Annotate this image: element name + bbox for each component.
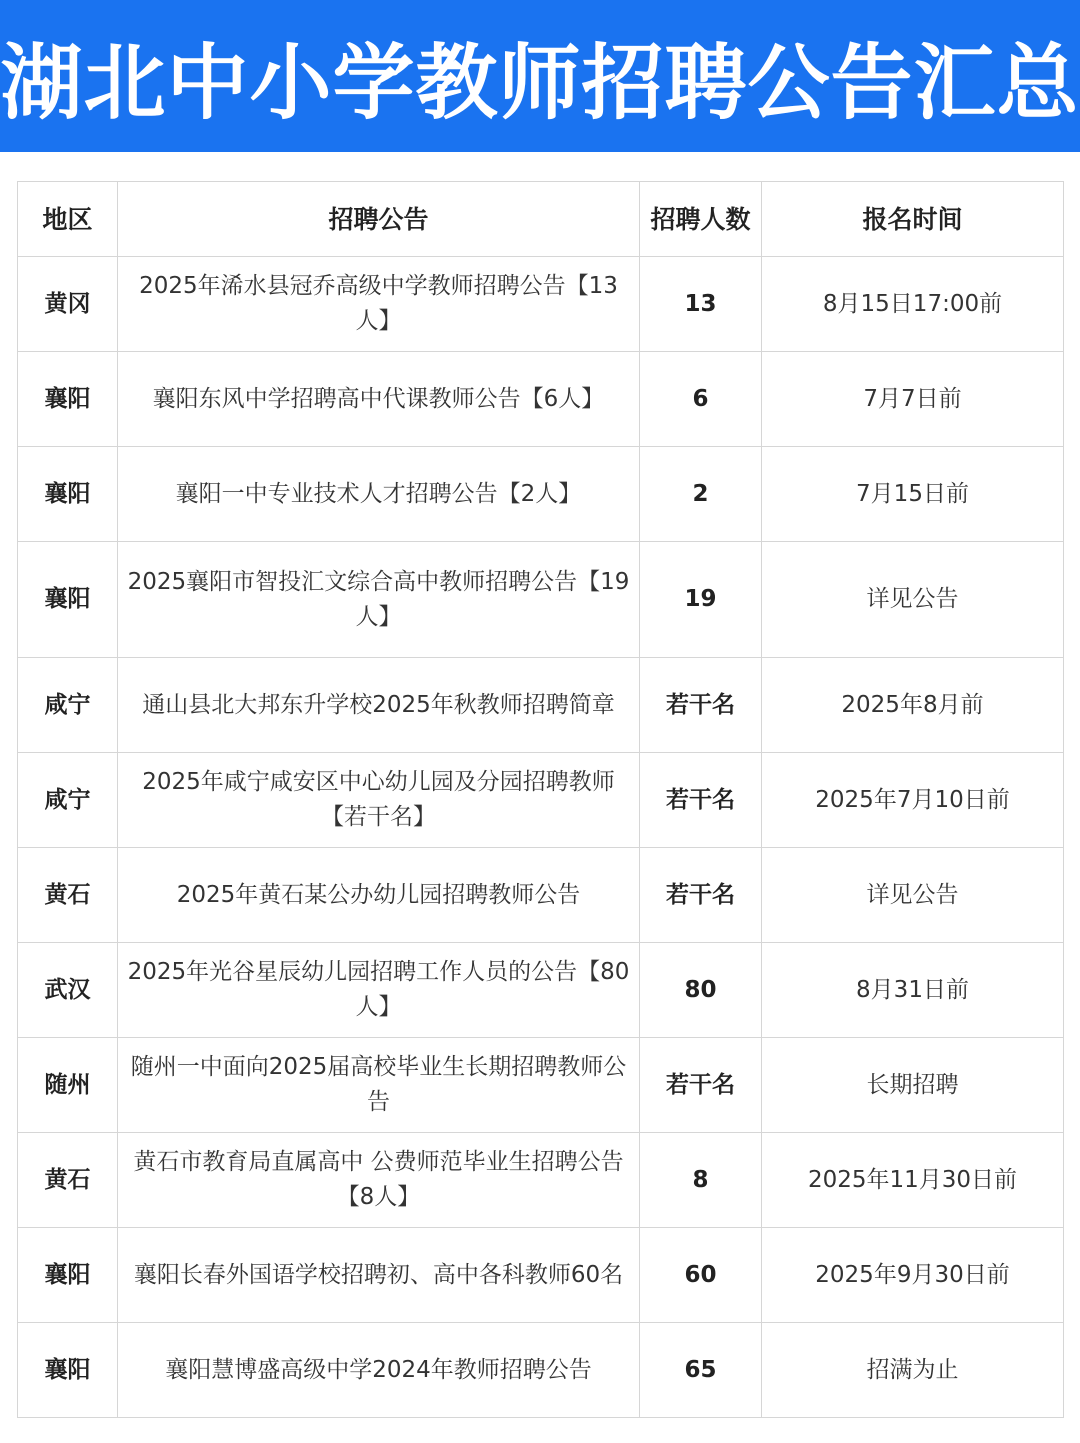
cell-notice[interactable]: 襄阳慧博盛高级中学2024年教师招聘公告: [118, 1323, 640, 1418]
header-region: 地区: [18, 182, 118, 257]
cell-notice[interactable]: 襄阳长春外国语学校招聘初、高中各科教师60名: [118, 1228, 640, 1323]
table-row: [18, 542, 1064, 658]
cell-region: 黄石: [18, 848, 118, 943]
cell-time: 长期招聘: [762, 1038, 1064, 1133]
cell-notice[interactable]: 黄石市教育局直属高中 公费师范毕业生招聘公告【8人】: [118, 1133, 640, 1228]
recruitment-table: [17, 181, 1064, 1418]
cell-notice[interactable]: 2025年黄石某公办幼儿园招聘教师公告: [118, 848, 640, 943]
table-row: [18, 1038, 1064, 1133]
table-row: [18, 257, 1064, 352]
recruitment-table-container: [17, 181, 1063, 1418]
cell-count: 2: [640, 447, 762, 542]
table-row: [18, 658, 1064, 753]
cell-count: 6: [640, 352, 762, 447]
cell-notice[interactable]: 襄阳东风中学招聘高中代课教师公告【6人】: [118, 352, 640, 447]
cell-notice[interactable]: 2025襄阳市智投汇文综合高中教师招聘公告【19人】: [118, 542, 640, 658]
table-row: [18, 1133, 1064, 1228]
cell-region: 武汉: [18, 943, 118, 1038]
cell-time: 7月15日前: [762, 447, 1064, 542]
table-row: [18, 352, 1064, 447]
cell-count: 13: [640, 257, 762, 352]
cell-time: 2025年9月30日前: [762, 1228, 1064, 1323]
cell-count: 60: [640, 1228, 762, 1323]
cell-time: 8月31日前: [762, 943, 1064, 1038]
table-header-row: [18, 182, 1064, 257]
cell-region: 襄阳: [18, 542, 118, 658]
header-count: 招聘人数: [640, 182, 762, 257]
table-row: [18, 1323, 1064, 1418]
cell-region: 襄阳: [18, 352, 118, 447]
cell-time: 2025年8月前: [762, 658, 1064, 753]
cell-notice[interactable]: 通山县北大邦东升学校2025年秋教师招聘简章: [118, 658, 640, 753]
cell-notice[interactable]: 襄阳一中专业技术人才招聘公告【2人】: [118, 447, 640, 542]
cell-count: 80: [640, 943, 762, 1038]
cell-notice[interactable]: 随州一中面向2025届高校毕业生长期招聘教师公告: [118, 1038, 640, 1133]
table-row: [18, 848, 1064, 943]
cell-count: 若干名: [640, 848, 762, 943]
cell-count: 若干名: [640, 1038, 762, 1133]
cell-region: 随州: [18, 1038, 118, 1133]
page-title: 湖北中小学教师招聘公告汇总: [0, 35, 1080, 131]
table-row: [18, 943, 1064, 1038]
table-row: [18, 1228, 1064, 1323]
cell-count: 8: [640, 1133, 762, 1228]
header-time: 报名时间: [762, 182, 1064, 257]
table-row: [18, 753, 1064, 848]
cell-time: 8月15日17:00前: [762, 257, 1064, 352]
cell-notice[interactable]: 2025年咸宁咸安区中心幼儿园及分园招聘教师【若干名】: [118, 753, 640, 848]
cell-region: 黄石: [18, 1133, 118, 1228]
cell-region: 咸宁: [18, 658, 118, 753]
cell-count: 19: [640, 542, 762, 658]
cell-count: 若干名: [640, 753, 762, 848]
cell-region: 襄阳: [18, 1323, 118, 1418]
cell-region: 襄阳: [18, 447, 118, 542]
cell-time: 2025年11月30日前: [762, 1133, 1064, 1228]
title-banner: [0, 0, 1080, 152]
cell-region: 襄阳: [18, 1228, 118, 1323]
cell-time: 详见公告: [762, 542, 1064, 658]
cell-time: 7月7日前: [762, 352, 1064, 447]
header-notice: 招聘公告: [118, 182, 640, 257]
cell-time: 2025年7月10日前: [762, 753, 1064, 848]
cell-count: 若干名: [640, 658, 762, 753]
cell-time: 详见公告: [762, 848, 1064, 943]
table-row: [18, 447, 1064, 542]
cell-count: 65: [640, 1323, 762, 1418]
cell-region: 咸宁: [18, 753, 118, 848]
cell-time: 招满为止: [762, 1323, 1064, 1418]
cell-notice[interactable]: 2025年光谷星辰幼儿园招聘工作人员的公告【80人】: [118, 943, 640, 1038]
cell-notice[interactable]: 2025年浠水县冠乔高级中学教师招聘公告【13人】: [118, 257, 640, 352]
cell-region: 黄冈: [18, 257, 118, 352]
